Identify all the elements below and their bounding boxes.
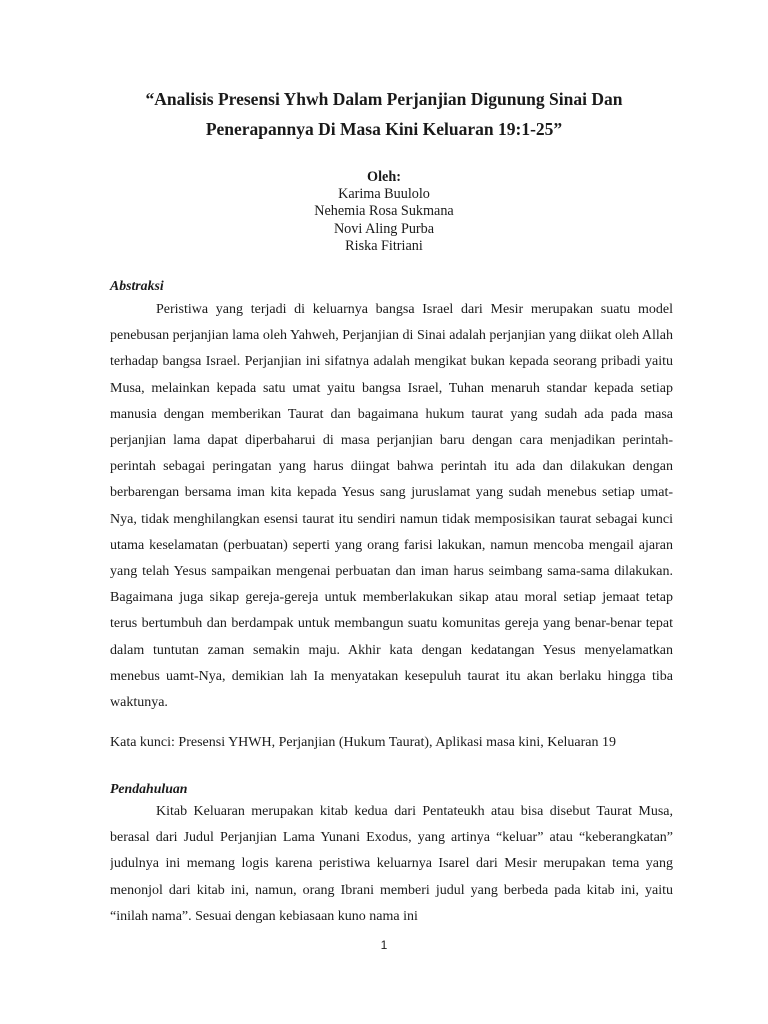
- author-name: Nehemia Rosa Sukmana: [314, 203, 454, 220]
- author-name: Karima Buulolo: [338, 186, 430, 203]
- introduction-paragraph: Kitab Keluaran merupakan kitab kedua dari Pentateukh atau bisa disebut Taurat Musa, berasal dari Judul Perjanjian Lama Yunani Exodus, yang artinya “keluar” atau “keberangkatan” judulnya ini memang logis karena peristiwa keluarnya Isarel dari Mesir merupakan tema yang menonjol dari kitab ini, namun, orang Ibrani memberi judul yang berbeda pada kitab ini, yaitu “inilah nama”. Sesuai dengan kebiasaan kuno nama ini: [110, 804, 673, 924]
- page-number: 1: [380, 938, 388, 952]
- abstract-heading: Abstraksi: [110, 278, 164, 293]
- abstract-paragraph: Peristiwa yang terjadi di keluarnya bangsa Israel dari Mesir merupakan suatu model penebusan perjanjian lama oleh Yahweh, Perjanjian di Sinai adalah perjanjian yang diikat oleh Allah terhadap bangsa Israel. Perjanjian ini sifatnya adalah mengikat bukan kepada seorang pribadi yaitu Musa, melainkan kepada satu umat yaitu bangsa Israel, Tuhan menaruh standar kepada setiap manusia dengan memberikan Taurat dan bagaimana hukum taurat yang sudah ada pada masa perjanjian lama dapat diperbaharui di masa perjanjian baru dengan cara menjadikan perintah-perintah sebagai peringatan yang harus diingat bahwa perintah itu ada dan dilakukan dengan berbarengan bersama iman kita kepada Yesus sang juruslamat yang sudah menebus setiap umat-Nya, tidak menghilangkan esensi taurat itu sendiri namun tidak memposisikan taurat sebagai kunci utama keselamatan (perbuatan) seperti yang orang farisi lakukan, namun mencoba mengail ajaran yang telah Yesus sampaikan mengenai perbuatan dan iman harus seimbang sama-sama dilakukan. Bagaimana juga sikap gereja-gereja untuk memberlakukan sikap atau moral setiap jemaat tetap terus bertumbuh dan berdampak untuk membangun suatu komunitas gereja yang benar-benar tepat dalam tuntutan zaman semakin maju. Akhir kata dengan kedatangan Yesus menyelamatkan menebus uamt-Nya, demikian lah Ia menyatakan kesepuluh taurat itu akan berlaku hingga tiba waktunya.: [110, 302, 673, 711]
- author-name: Novi Aling Purba: [333, 220, 435, 237]
- author-label: Oleh:: [367, 169, 401, 185]
- introduction-heading: Pendahuluan: [110, 781, 188, 796]
- document-title: [90, 84, 678, 144]
- author-block: [190, 169, 578, 255]
- author-name: Riska Fitriani: [345, 237, 423, 254]
- keywords-line: Kata kunci: Presensi YHWH, Perjanjian (Hukum Taurat), Aplikasi masa kini, Keluaran 19: [110, 735, 617, 750]
- title-line-2: Penerapannya Di Masa Kini Keluaran 19:1-25”: [205, 119, 563, 139]
- title-line-1: “Analisis Presensi Yhwh Dalam Perjanjian Digunung Sinai Dan: [145, 89, 623, 109]
